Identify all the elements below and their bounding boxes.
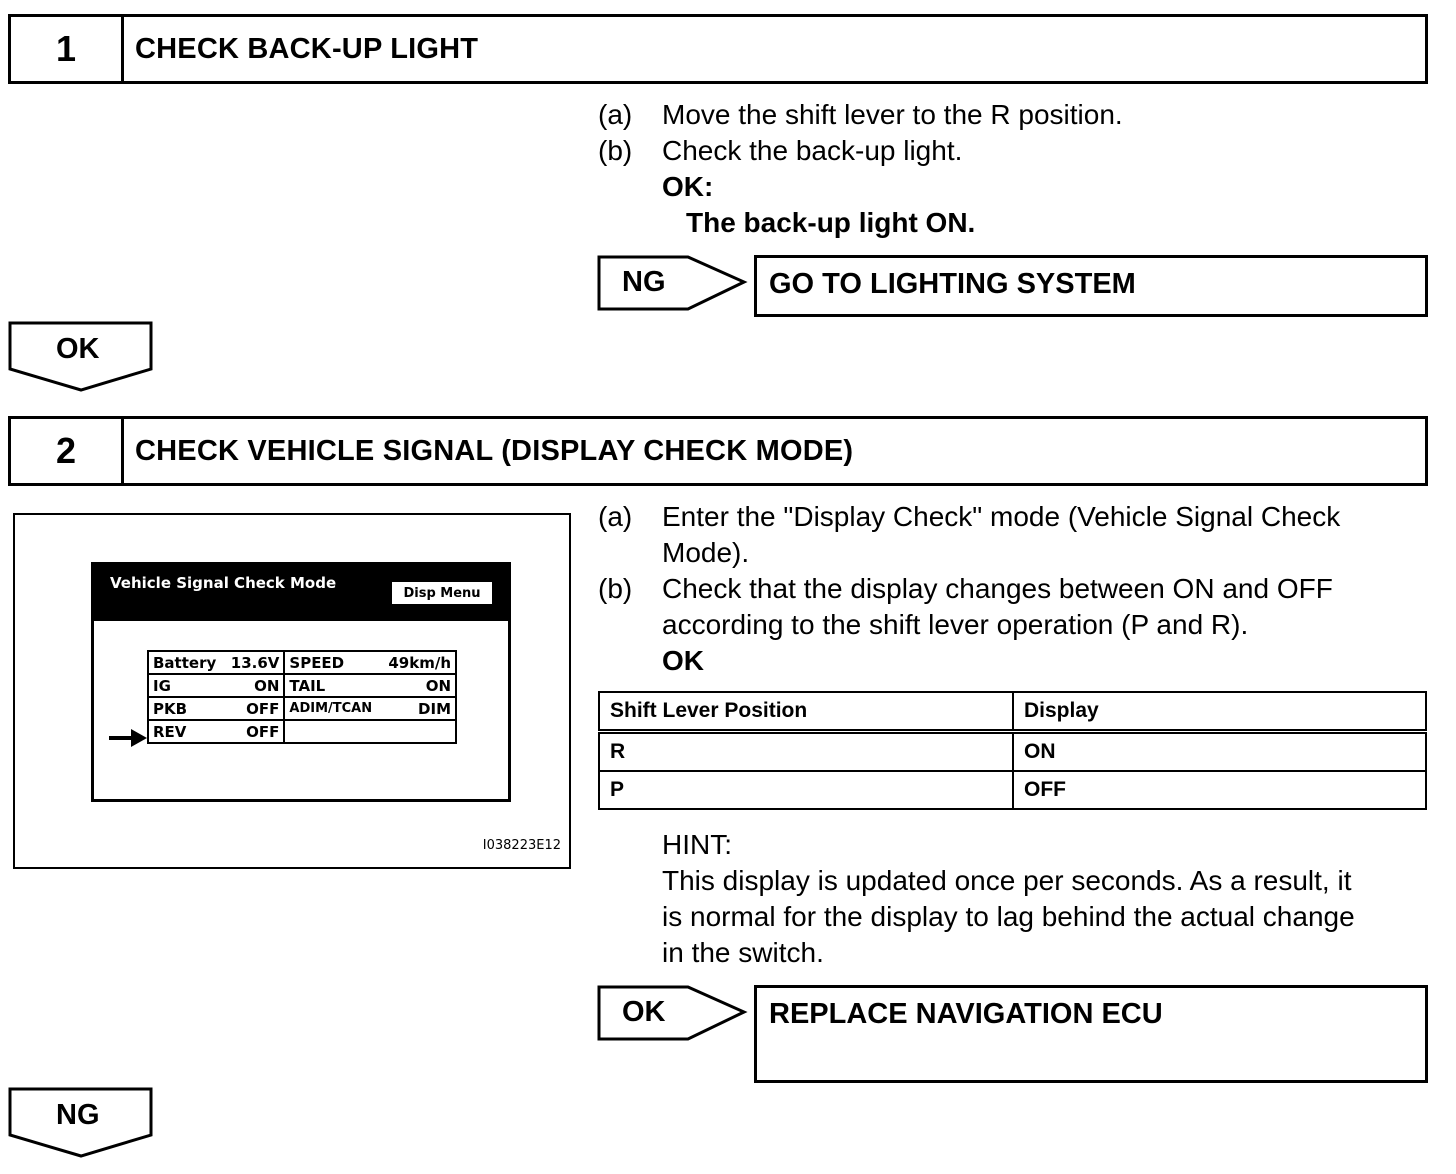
table-header: Display <box>1013 692 1426 732</box>
table-cell: P <box>599 771 1013 809</box>
signal-row <box>148 697 456 720</box>
step-2-ok-label: OK <box>622 996 666 1028</box>
table-header: Shift Lever Position <box>599 692 1013 732</box>
instruction-label: (a) <box>598 99 633 130</box>
screen-display <box>91 562 511 802</box>
signal-value: ON <box>381 674 456 697</box>
disp-menu-button[interactable] <box>392 582 492 604</box>
table-row <box>599 732 1426 772</box>
signal-name: TAIL <box>284 674 380 697</box>
table-header-row <box>599 692 1426 732</box>
signal-row <box>148 651 456 674</box>
spec-table <box>598 691 1427 810</box>
step-1-ok-text: The back-up light ON. <box>686 207 976 238</box>
signal-name <box>284 720 380 743</box>
signal-name: ADIM/TCAN <box>284 697 380 720</box>
signal-value: OFF <box>224 697 285 720</box>
signal-value: 13.6V <box>224 651 285 674</box>
signal-value: OFF <box>224 720 285 743</box>
step-1-ok-heading: OK: <box>662 171 714 202</box>
step-1-continue-label: OK <box>56 333 100 365</box>
disp-menu-label: Disp Menu <box>403 585 481 601</box>
signal-value: DIM <box>381 697 456 720</box>
instruction-label: (b) <box>598 573 633 604</box>
signal-value <box>381 720 456 743</box>
screen-title-bar <box>94 565 508 621</box>
instruction-label: (b) <box>598 135 633 166</box>
step-2-ok-result-box[interactable] <box>754 985 1428 1083</box>
signal-row <box>148 720 456 743</box>
table-cell: ON <box>1013 732 1426 772</box>
signal-row <box>148 674 456 697</box>
hint-heading: HINT: <box>662 829 732 860</box>
ok-arrow-icon <box>596 984 748 1044</box>
step-1-number: 1 <box>11 17 124 81</box>
step-2-ok-heading: OK <box>662 645 704 676</box>
instruction-text: Enter the "Display Check" mode (Vehicle Signal Check Mode). <box>662 501 1341 568</box>
step-1-ng-result-box[interactable] <box>754 255 1428 317</box>
signal-value: ON <box>224 674 285 697</box>
signal-name: PKB <box>148 697 224 720</box>
signal-value: 49km/h <box>381 651 456 674</box>
step-2-number: 2 <box>11 419 124 483</box>
ng-arrow-icon <box>596 254 748 314</box>
step-1-header <box>8 14 1428 84</box>
instruction-text: Check that the display changes between ON and OFF according to the shift lever operation (P and R). <box>662 573 1333 640</box>
step-1-ng-label: NG <box>622 266 666 298</box>
display-figure <box>13 513 571 869</box>
signal-name: IG <box>148 674 224 697</box>
screen-title: Vehicle Signal Check Mode <box>110 574 337 592</box>
step-2-instruction-b <box>598 571 1428 643</box>
step-2-title: CHECK VEHICLE SIGNAL (DISPLAY CHECK MODE) <box>135 434 854 467</box>
step-1-ng-result-text: GO TO LIGHTING SYSTEM <box>769 268 1136 300</box>
step-2-header <box>8 416 1428 486</box>
step-1-instruction-a <box>598 97 1428 133</box>
instruction-text: Move the shift lever to the R position. <box>662 99 1123 130</box>
table-row <box>599 771 1426 809</box>
step-2-ok-result-text: REPLACE NAVIGATION ECU <box>769 998 1163 1030</box>
step-1-title: CHECK BACK-UP LIGHT <box>135 32 479 65</box>
signal-name: REV <box>148 720 224 743</box>
step-2-instruction-a <box>598 499 1428 571</box>
signal-name: Battery <box>148 651 224 674</box>
table-cell: OFF <box>1013 771 1426 809</box>
pointer-arrow-icon <box>109 727 149 749</box>
instruction-label: (a) <box>598 501 633 532</box>
step-2-continue-label: NG <box>56 1099 100 1131</box>
hint-text: This display is updated once per seconds. As a result, it is normal for the display to lag behind the actual change in the switch. <box>662 865 1355 968</box>
step-1-instruction-b <box>598 133 1428 169</box>
signal-grid <box>147 650 457 744</box>
table-cell: R <box>599 732 1013 772</box>
signal-name: SPEED <box>284 651 380 674</box>
instruction-text: Check the back-up light. <box>662 135 963 166</box>
figure-code: I038223E12 <box>482 838 561 853</box>
